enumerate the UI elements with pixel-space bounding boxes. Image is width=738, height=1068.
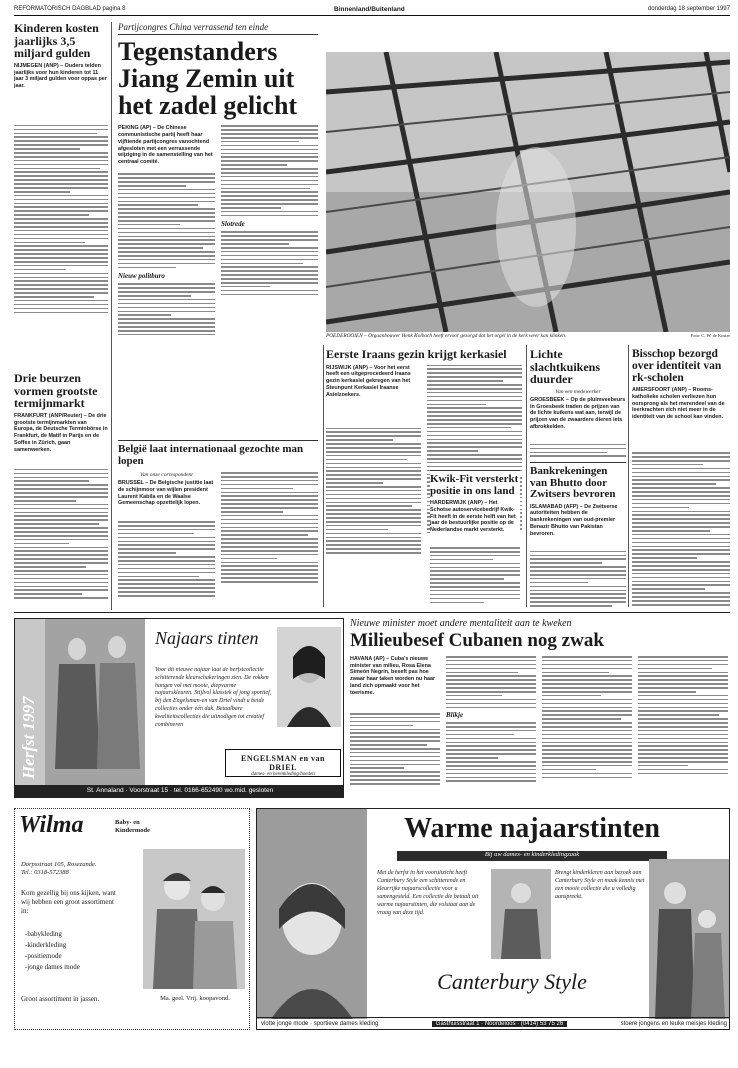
- model-photo: [277, 627, 341, 727]
- article-lead: AMERSFOORT (ANP) – Rooms-katholieke scholen verliezen hun oorsprong als het merendeel van de leerkrachten zich niet meer in de identiteit van de school kan vinden.: [632, 387, 725, 421]
- headline: Drie beurzen vormen grootste termijnmarkt: [14, 372, 98, 411]
- article-lead: FRANKFURT (ANP/Reuter) – De drie grootste termijnmarkten van Europa, de Deutsche Terminbörse in Frankfurt, de Matif in Parijs en de Soffex in Zürich, gaan samenwerken.: [14, 412, 108, 453]
- section-title: Binnenland/Buitenland: [334, 6, 405, 13]
- ad-phone: Tel.: 0318-572388: [21, 869, 69, 877]
- main-photo: [326, 52, 730, 332]
- ad-item: -babykleding: [25, 930, 62, 938]
- greenhouse-roof-photo: [326, 52, 730, 332]
- body-text: [446, 656, 536, 708]
- headline: Bisschop bezorgd over identiteit van rk-scholen: [632, 348, 722, 385]
- children-illustration: [143, 849, 245, 989]
- girl-photo: [257, 809, 367, 1019]
- article-bhutto: [530, 462, 626, 608]
- headline: Tegenstanders Jiang Zemin uit het zadel gelicht: [118, 37, 298, 120]
- article-bisschop: [632, 348, 730, 608]
- issue-date: donderdag 18 september 1997: [647, 6, 730, 12]
- body-text: [14, 125, 108, 313]
- body-text: [221, 472, 318, 583]
- headline: Lichte slachtkuikens duurder: [530, 348, 601, 387]
- ad-address-bar: St. Annaland · Voorstraat 15 · tel. 0166-652490 wo.mid. gesloten: [15, 785, 344, 797]
- headline: België laat internationaal gezochte man lopen: [118, 440, 318, 467]
- family-photo: [649, 859, 729, 1019]
- ad-col-1: Met de herfst in het vooruitzicht heeft Canterbury Style een schitterende en kleurrijke najaarscollectie voor u samengesteld. Een collectie die betaalt uit warme najaarstinten, die volstaat aan de vraag van deze tijd.: [377, 870, 479, 917]
- article-cuba: [350, 618, 730, 798]
- byline: Van een medewerker: [555, 388, 601, 395]
- ad-footer: [257, 1017, 730, 1029]
- brand-name: ENGELSMAN en van DRIEL: [240, 754, 325, 772]
- photo-credit: Foto: C. W. de Koster: [690, 333, 730, 338]
- column-rule: [628, 345, 629, 607]
- body-text: [326, 428, 421, 554]
- kicker: Partijcongres China verrassend ten einde: [118, 22, 318, 35]
- ad-footer: Ma. geel. Vrij. koopavond.: [160, 995, 230, 1002]
- brand-subtitle: dames- en herenkleding/hoeden: [251, 772, 315, 777]
- ad-footer-right: stoere jongens en leuke meisjes kleding: [620, 1020, 727, 1027]
- article-kuikens: [530, 348, 626, 458]
- kicker: Nieuwe minister moet andere mentaliteit aan te kweken: [350, 618, 572, 629]
- article-china: [118, 22, 318, 340]
- ad-intro: Kom gezellig bij ons kijken, want wij hebben een groot assortiment in:: [21, 889, 116, 916]
- ad-item: -positiemode: [25, 951, 62, 960]
- ad-outro: Groot assortiment in jassen.: [21, 995, 100, 1003]
- body-text: [430, 547, 520, 603]
- column-rule: [526, 345, 527, 607]
- ad-item: -jonge dames mode: [25, 962, 80, 971]
- article-kinderen: [14, 22, 108, 364]
- ad-items: [25, 929, 121, 991]
- article-lead: HARDERWIJK (ANP) – Het Schotse autoservicebedrijf Kwik-Fit heeft in de eerste helft van het jaar de bestuurlijke positie op de Nederlandse markt versterkt.: [430, 500, 516, 534]
- body-text: [118, 521, 215, 597]
- mannequin-illustration: [45, 619, 145, 787]
- headline: Milieubesef Cubanen nog zwak: [350, 630, 604, 651]
- mannequin-photo: [45, 619, 145, 787]
- model-illustration: [277, 627, 341, 727]
- body-text: [14, 469, 108, 599]
- column-rule: [323, 345, 324, 607]
- article-lead: NIJMEGEN (ANP) – Ouders telden jaarlijks voor hun kinderen tot 11 jaar 3 miljard gulden voor oppas per jaar.: [14, 62, 107, 90]
- body-text: [118, 173, 215, 268]
- body-text: [638, 656, 728, 774]
- models-illustration: [491, 869, 551, 959]
- ad-subtitle: Bij uw dames- en kinderkledingzaak: [397, 851, 667, 861]
- girl-illustration: [257, 809, 367, 1019]
- body-text: [221, 125, 318, 216]
- ad-title: Warme najaarstinten: [404, 815, 660, 844]
- article-belgie: [118, 440, 318, 608]
- page-header: [14, 4, 730, 16]
- photo-caption: POEDEROOIEN – Orgaanbouwer Henk Kolbach heeft ervoor gezorgd dat het orgel in de kerk weer kan klinken.: [326, 333, 567, 339]
- article-lead: ISLAMABAD (AFP) – De Zwitserse autoriteiten hebben de bankrekeningen van oud-premier Benazir Bhutto van Pakistan bevroren.: [530, 503, 618, 537]
- article-lead: PEKING (AP) – De Chinese communistische partij heeft haar vijftiende partijcongres vanochtend afgesloten met een verrassende wijziging in de samenstelling van het centraal comité.: [118, 125, 213, 166]
- article-lead: BRUSSEL – De Belgische justitie laat de schijnmoor van wijlen president Laurent Kabila en de Waalse Gemeenschap opzettelijk lopen.: [118, 480, 214, 507]
- family-illustration: [649, 859, 729, 1019]
- ad-wilma: [14, 808, 250, 1030]
- ad-address: Dorpsstraat 105, Rosezande.: [21, 861, 97, 868]
- ad-najaars-tinten: [14, 618, 344, 798]
- ad-col-2: Brengt kinderkleren aan bezoek aan Canterbury Style en maak kennis met een mooie collectie die u volledig aanspreekt.: [555, 870, 645, 901]
- subhead: Nieuw politburo: [118, 272, 165, 281]
- body-text: [542, 656, 632, 778]
- article-lead: HAVANA (AP) – Cuba's nieuwe minister van milieu, Rosa Elena Simeón Negrín, beseft pas hoe zwaar haar taken worden nu haar land zich opmaakt voor het toerisme.: [350, 655, 436, 696]
- headline: Kinderen kosten jaarlijks 3,5 miljard gulden: [14, 22, 99, 61]
- subhead: Slotrede: [221, 220, 245, 229]
- body-text: [118, 283, 215, 335]
- ad-footer-center: Gasthuisstraat 1 · Noordeloos · (0414) 53 75 26: [432, 1021, 567, 1027]
- article-lead: RIJSWIJK (ANP) – Voor het eerst heeft een uitgeprocedeerd Iraans gezin kerkasiel gekregen van het Steunpunt Kerkasiel Iraanse Asielzoekers.: [326, 364, 411, 398]
- children-photo: [143, 849, 245, 989]
- ad-item: -kinderkleding: [25, 940, 67, 949]
- byline: Van onze correspondent: [140, 472, 193, 479]
- ad-vertical-text: Herfst 1997: [19, 696, 38, 779]
- article-lead: GROESBEEK – Op de pluimveebeurs in Groesbeek traden de prijzen van de lichte kuikens wat aan, terwijl de prijzen van de zwaardere dieren iets afbrokkelden.: [530, 396, 626, 430]
- section-divider: [14, 612, 730, 613]
- headline: Eerste Iraans gezin krijgt kerkasiel: [326, 348, 507, 361]
- body-text: [446, 722, 536, 782]
- ad-subtitle: Baby- en Kindermode: [115, 819, 151, 834]
- ad-brand-logo: [225, 749, 341, 777]
- headline: Kwik-Fit versterkt positie in ons land: [430, 470, 520, 497]
- body-text: [632, 452, 730, 608]
- ad-body: Voor dit nieuwe najaar laat de herfstcollectie schitterende kleurschakeringen zien. De rokken hangen vol met mooie, diepvarme najaarskleuren. Stijlvol klassiek of jong sportief, bij den Engelsman-en van Driel vindt u beide collecties onder één dak. Betaalbare kwaliteitscollecties die uitnodigen tot creatief combineren: [155, 667, 272, 728]
- body-text: [530, 551, 626, 607]
- body-text: [221, 231, 318, 295]
- models-photo: [491, 869, 551, 959]
- subhead: Blikje: [446, 711, 464, 720]
- photo-caption-box: [326, 333, 730, 345]
- column-rule: [111, 22, 112, 610]
- headline: Bankrekeningen van Bhutto door Zwitsers bevroren: [530, 462, 626, 501]
- ad-logo: Canterbury Style: [437, 969, 587, 994]
- article-kwikfit-block: [430, 470, 520, 608]
- ad-title: Najaars tinten: [155, 629, 259, 648]
- ad-logo: Wilma: [19, 813, 84, 838]
- ad-footer-left: vlotte jonge mode · sportieve dames kleding: [261, 1020, 379, 1027]
- body-text: [530, 444, 626, 458]
- ad-warme-najaarstinten: [256, 808, 730, 1030]
- article-beurzen: [14, 372, 108, 608]
- newspaper-name: REFORMATORISCH DAGBLAD pagina 8: [14, 6, 126, 12]
- body-text: [350, 713, 440, 785]
